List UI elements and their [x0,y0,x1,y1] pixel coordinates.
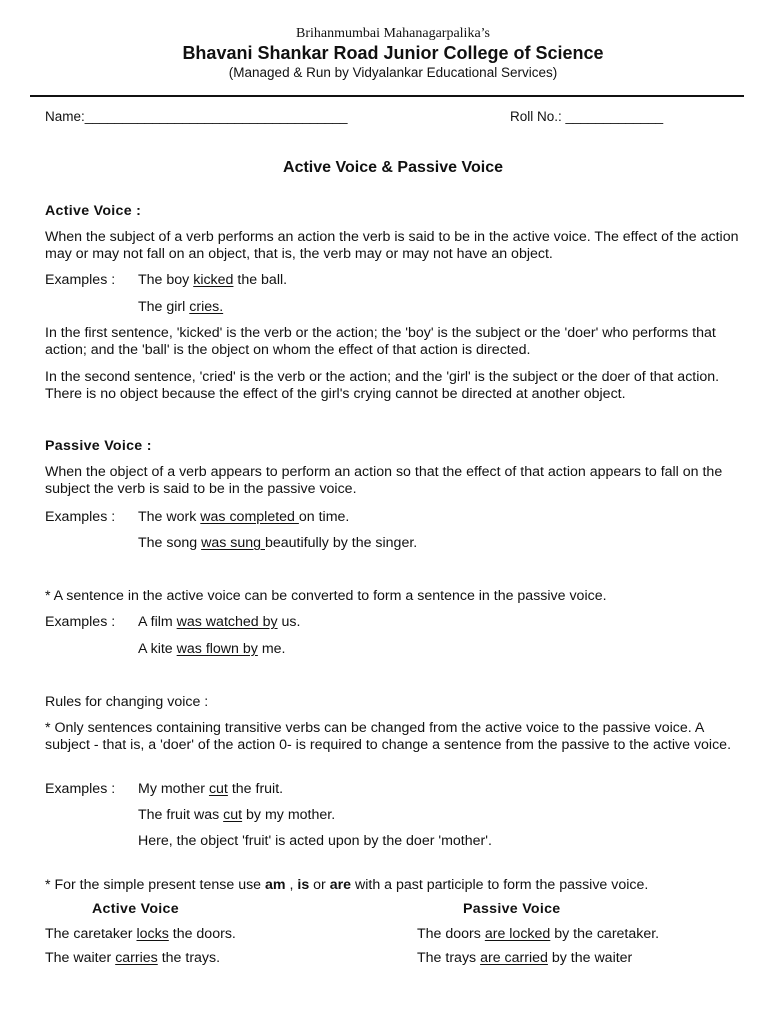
active-example-1: The boy kicked the ball. [138,272,288,288]
corporation-name: Brihanmumbai Mahanagarpalika’s [296,26,490,41]
college-name: Bhavani Shankar Road Junior College of Science [182,43,604,63]
name-label: Name: [45,109,85,124]
rules-note: * Only sentences containing transitive verbs can be changed from the active voice to the passive voice. A subject - that is, a 'doer' of the action 0- is required to change a sentence from the passive to the active voice. [45,720,732,753]
conversion-example-2: A kite was flown by me. [138,641,286,657]
active-voice-heading: Active Voice : [45,203,142,219]
column-passive-heading: Passive Voice [463,901,561,917]
roll-label: Roll No.: [510,109,562,124]
rules-example-3: Here, the object 'fruit' is acted upon by the doer 'mother'. [138,833,492,849]
active-row-2: The waiter carries the trays. [45,950,221,966]
present-tense-note: * For the simple present tense use am , is or are with a past participle to form the passive voice. [45,877,649,893]
passive-example-2: The song was sung beautifully by the singer. [138,535,418,551]
active-explanation-2: In the second sentence, 'cried' is the verb or the action; and the 'girl' is the subject or the doer of that action. There is no object because the effect of the girl's crying cannot be directed at another object. [45,369,720,402]
passive-row-1: The doors are locked by the caretaker. [417,926,660,942]
roll-field [510,108,663,125]
column-active-heading: Active Voice [92,901,179,917]
rules-heading: Rules for changing voice : [45,694,209,710]
passive-examples-label: Examples : [45,509,116,525]
active-voice-definition: When the subject of a verb performs an action the verb is said to be in the active voice. The effect of the action may or may not fall on an object, that is, the verb may or may not have an object. [45,229,739,262]
active-explanation-1: In the first sentence, 'kicked' is the verb or the action; the 'boy' is the subject or the 'doer' who performs that action; and the 'ball' is the object on whom the effect of that action is directed. [45,325,716,358]
passive-voice-heading: Passive Voice : [45,438,152,454]
passive-row-2: The trays are carried by the waiter [417,950,633,966]
name-blank: ___________________________________ [84,109,348,124]
active-examples-label: Examples : [45,272,116,288]
roll-blank: _____________ [565,109,664,124]
managed-by: (Managed & Run by Vidyalankar Educational Services) [228,65,558,80]
active-example-2: The girl cries. [138,299,224,315]
passive-example-1: The work was completed on time. [138,509,350,525]
conversion-examples-label: Examples : [45,614,116,630]
rules-example-1: My mother cut the fruit. [138,781,284,797]
rules-examples-label: Examples : [45,781,116,797]
name-field [45,108,348,125]
passive-voice-definition: When the object of a verb appears to perform an action so that the effect of that action appears to fall on the subject the verb is said to be in the passive voice. [45,464,723,497]
active-row-1: The caretaker locks the doors. [45,926,236,942]
rules-example-2: The fruit was cut by my mother. [138,807,336,823]
page-title: Active Voice & Passive Voice [283,159,503,176]
conversion-example-1: A film was watched by us. [138,614,301,630]
conversion-note: * A sentence in the active voice can be converted to form a sentence in the passive voice. [45,588,607,604]
header-divider [30,95,744,97]
